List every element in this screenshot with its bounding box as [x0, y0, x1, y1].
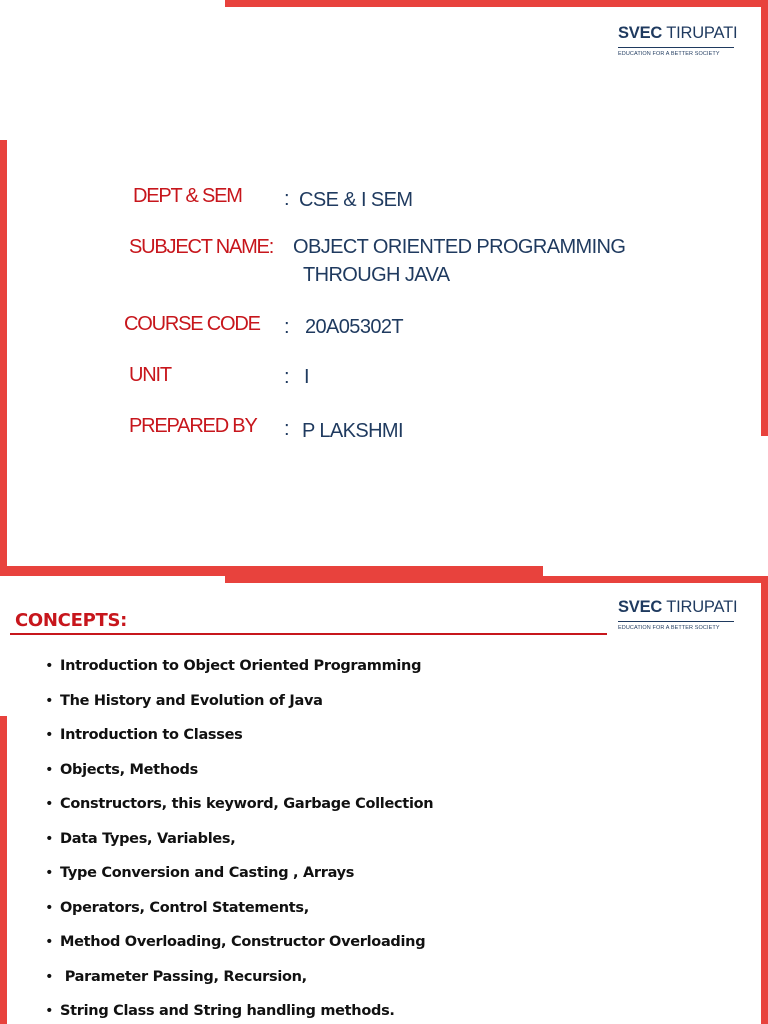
list-item-text: Objects, Methods [60, 761, 198, 778]
prepared-by-label: PREPARED BY [129, 415, 257, 437]
svec-logo [618, 24, 738, 57]
list-item [45, 1003, 433, 1024]
list-item-text: Parameter Passing, Recursion, [60, 968, 307, 985]
bullet-icon: • [45, 727, 54, 743]
right-red-bar [761, 576, 768, 1024]
subject-name-value: OBJECT ORIENTED PROGRAMMING [293, 236, 626, 258]
bullet-icon: • [45, 796, 54, 812]
list-item [45, 762, 433, 797]
unit-value: I [304, 366, 309, 388]
list-item-text: Method Overloading, Constructor Overloading [60, 934, 426, 950]
logo-bold-text: SVEC [618, 24, 663, 42]
right-red-bar [761, 0, 768, 436]
list-item [45, 900, 433, 935]
unit-label: UNIT [129, 364, 171, 386]
top-red-bar [225, 0, 768, 7]
prepared-by-value: P LAKSHMI [302, 420, 403, 442]
logo-rule [618, 47, 734, 48]
dept-sem-label: DEPT & SEM [133, 185, 242, 207]
bullet-icon: • [45, 968, 54, 985]
bullet-icon: • [45, 658, 54, 674]
logo-tagline: EDUCATION FOR A BETTER SOCIETY [618, 51, 720, 57]
logo-rest-text: TIRUPATI [662, 24, 738, 42]
prepared-by-colon: : [284, 418, 290, 440]
concepts-title: CONCEPTS: [15, 610, 128, 631]
list-item [45, 796, 433, 831]
list-item-text: Data Types, Variables, [60, 830, 236, 847]
concepts-slide [0, 576, 768, 1024]
bullet-icon: • [45, 865, 54, 881]
subject-name-label: SUBJECT NAME: [129, 236, 274, 258]
list-item [45, 934, 433, 969]
subject-name-value-line2: THROUGH JAVA [303, 264, 450, 286]
list-item [45, 969, 433, 1004]
bullet-icon: • [45, 934, 54, 950]
list-item-text: Constructors, this keyword, Garbage Collection [60, 796, 434, 812]
list-item [45, 693, 433, 728]
course-code-value: 20A05302T [305, 316, 404, 338]
logo-tagline: EDUCATION FOR A BETTER SOCIETY [618, 625, 720, 631]
bullet-icon: • [45, 761, 54, 778]
logo-rule [618, 621, 734, 622]
dept-sem-colon: : [284, 188, 290, 210]
list-item [45, 831, 433, 866]
bullet-icon: • [45, 899, 54, 916]
course-code-colon: : [284, 316, 290, 338]
svec-logo [618, 598, 738, 631]
list-item-text: The History and Evolution of Java [60, 692, 323, 709]
bullet-icon: • [45, 1003, 54, 1019]
list-item-text: Operators, Control Statements, [60, 899, 309, 916]
logo-wordmark [618, 24, 738, 43]
logo-wordmark [618, 598, 738, 617]
bullet-icon: • [45, 830, 54, 847]
left-red-bar [0, 716, 7, 1024]
concepts-underline [10, 633, 607, 635]
list-item-text: String Class and String handling methods. [60, 1003, 395, 1019]
list-item-text: Introduction to Object Oriented Programming [60, 658, 422, 674]
list-item [45, 658, 433, 693]
concepts-list [45, 658, 433, 1024]
dept-sem-value: CSE & I SEM [299, 189, 413, 211]
list-item [45, 727, 433, 762]
bottom-red-bar [0, 566, 543, 576]
course-code-label: COURSE CODE [124, 313, 260, 335]
top-red-bar [225, 576, 768, 583]
list-item-text: Type Conversion and Casting , Arrays [60, 865, 355, 881]
unit-colon: : [284, 366, 290, 388]
bullet-icon: • [45, 692, 54, 709]
left-red-bar [0, 140, 7, 576]
list-item [45, 865, 433, 900]
logo-rest-text: TIRUPATI [662, 598, 738, 616]
list-item-text: Introduction to Classes [60, 727, 243, 743]
logo-bold-text: SVEC [618, 598, 663, 616]
